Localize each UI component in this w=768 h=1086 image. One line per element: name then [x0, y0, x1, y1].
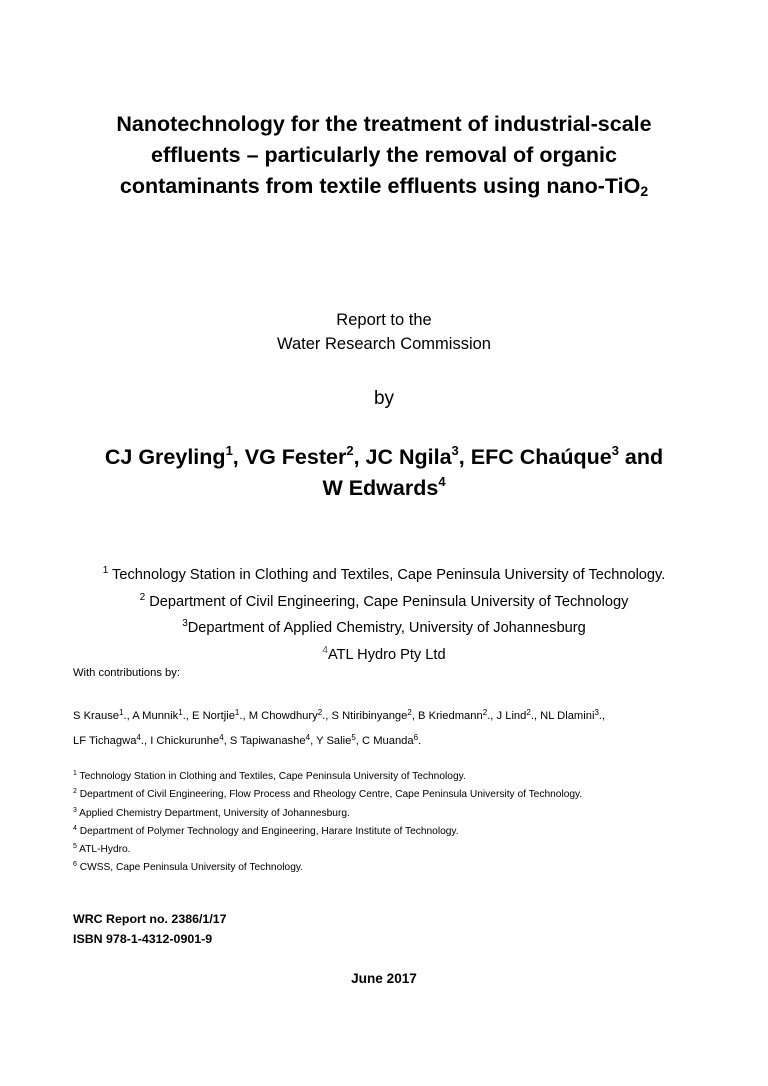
footnote-number: 4 [73, 824, 77, 832]
contributor-separator: ., [140, 735, 151, 747]
by-label: by [373, 388, 395, 409]
contributor-name: I Chickurunhe [150, 735, 220, 747]
footnote-number: 2 [73, 788, 77, 796]
author-affiliation-number: 3 [451, 443, 459, 458]
contributor-separator: ., [487, 710, 497, 722]
contributor-name: Y Salie [316, 735, 352, 747]
contributor-affiliation-number: 1 [178, 708, 183, 717]
wrc-report-number: WRC Report no. 2386/1/17 [73, 912, 227, 926]
contributor-separator: ., [530, 710, 541, 722]
footnote-item [73, 766, 713, 784]
author-separator: , [353, 445, 366, 469]
title-subscript: 2 [640, 183, 649, 199]
affiliation-number: 3 [182, 618, 188, 629]
footnote-number: 5 [73, 843, 77, 851]
affiliation-number: 4 [322, 644, 328, 656]
footnote-item [73, 784, 713, 802]
title-line-2: effluents – particularly the removal of organic [151, 143, 617, 167]
contributor-name: S Ntiribinyange [331, 710, 408, 722]
contributor-separator: ., [322, 710, 332, 722]
contributor-separator: ., [239, 710, 249, 722]
author-separator: , [458, 445, 471, 469]
contributor-affiliation-number: 6 [413, 733, 419, 742]
footnote-text: Department of Civil Engineering, Flow Process and Rheology Centre, Cape Peninsula University of Technology. [76, 789, 583, 801]
affiliation-number: 1 [102, 565, 109, 576]
footnote-number: 1 [73, 770, 77, 777]
contributor-name: LF Tichagwa [73, 735, 137, 747]
footnote-text: Applied Chemistry Department, University of Johannesburg. [76, 807, 350, 819]
report-title [60, 109, 708, 202]
isbn-number: ISBN 978-1-4312-0901-9 [73, 932, 213, 946]
footnote-item [73, 803, 713, 821]
report-identifiers [73, 909, 227, 949]
authors-line-1 [40, 442, 728, 473]
contributor-affiliation-number: 2 [526, 708, 531, 717]
footnote-number: 3 [73, 806, 77, 814]
contributors-list [73, 702, 713, 752]
author-affiliation-number: 4 [438, 474, 446, 489]
title-line-3-text: contaminants from textile effluents using nano-TiO [119, 174, 641, 198]
contributor-affiliation-number: 1 [119, 708, 124, 717]
contributor-name: S Krause [73, 710, 120, 722]
author-name: JC Ngila [365, 445, 452, 469]
footnote-text: Department of Polymer Technology and Engineering, Harare Institute of Technology. [76, 825, 459, 837]
author-affiliation-number: 1 [225, 443, 233, 458]
author-separator: and [618, 445, 664, 469]
author-affiliation-number: 2 [346, 443, 354, 458]
affiliation-text: Technology Station in Clothing and Textiles, Cape Peninsula University of Technology. [108, 567, 666, 583]
contributor-separator: . [418, 735, 422, 747]
report-to-block [100, 308, 668, 356]
contributors-line-2 [73, 727, 713, 752]
author-name: CJ Greyling [104, 445, 226, 469]
footnote-item [73, 857, 713, 875]
affiliations-list [40, 560, 728, 666]
contributor-separator: ., [598, 710, 606, 722]
footnote-item [73, 839, 713, 857]
contributor-affiliation-footnotes [73, 766, 713, 876]
affiliation-item [40, 613, 728, 640]
affiliation-item [40, 587, 728, 614]
contributor-name: S Tapiwanashe [229, 735, 306, 747]
contributor-separator: , [411, 710, 419, 722]
contributor-name: NL Dlamini [540, 710, 595, 722]
contributor-separator: ., [123, 710, 133, 722]
contributor-affiliation-number: 4 [305, 733, 311, 742]
affiliation-text: Department of Civil Engineering, Cape Peninsula University of Technology [145, 593, 629, 610]
footnote-text: ATL-Hydro. [76, 844, 131, 856]
footnote-text: CWSS, Cape Peninsula University of Technology. [76, 862, 304, 874]
report-to-line-2: Water Research Commission [277, 335, 491, 353]
contributor-affiliation-number: 2 [317, 708, 323, 717]
title-line-1: Nanotechnology for the treatment of industrial-scale [116, 112, 652, 136]
affiliation-item [40, 640, 728, 667]
contributor-name: J Lind [496, 710, 527, 722]
contributor-affiliation-number: 2 [482, 708, 488, 717]
contributor-affiliation-number: 3 [594, 708, 599, 717]
contributions-heading: With contributions by: [73, 667, 180, 679]
contributor-separator: , [355, 735, 362, 747]
contributor-name: B Kriedmann [418, 710, 483, 722]
affiliation-text: Department of Applied Chemistry, University of Johannesburg [187, 620, 586, 636]
affiliation-text: ATL Hydro Pty Ltd [327, 646, 446, 663]
authors-block [40, 442, 728, 504]
author-name: W Edwards [322, 476, 439, 500]
authors-line-2 [40, 473, 728, 504]
author-name: VG Fester [244, 445, 347, 469]
contributor-name: E Nortjie [192, 710, 235, 722]
contributor-name: A Munnik [132, 710, 179, 722]
contributor-name: M Chowdhury [248, 710, 318, 722]
footnote-number: 6 [73, 861, 77, 869]
contributor-affiliation-number: 4 [136, 733, 141, 742]
affiliation-item [40, 560, 728, 587]
contributor-separator: , [310, 735, 317, 747]
contributor-name: C Muanda [362, 735, 414, 747]
contributors-line-1 [73, 702, 713, 727]
contributor-separator: ., [182, 710, 193, 722]
title-line-3 [60, 171, 708, 202]
footnote-item [73, 821, 713, 839]
author-name: EFC Chaúque [470, 445, 612, 469]
contributor-affiliation-number: 1 [234, 708, 240, 717]
publication-date: June 2017 [351, 971, 417, 986]
contributor-separator: , [223, 735, 230, 747]
author-affiliation-number: 3 [611, 443, 619, 458]
author-separator: , [232, 445, 245, 469]
affiliation-number: 2 [139, 591, 146, 603]
report-to-line-1: Report to the [336, 311, 432, 329]
footnote-text: Technology Station in Clothing and Textiles, Cape Peninsula University of Technology. [76, 771, 466, 782]
contributor-affiliation-number: 2 [407, 708, 412, 717]
contributor-affiliation-number: 5 [351, 733, 356, 742]
contributor-affiliation-number: 4 [219, 733, 224, 742]
